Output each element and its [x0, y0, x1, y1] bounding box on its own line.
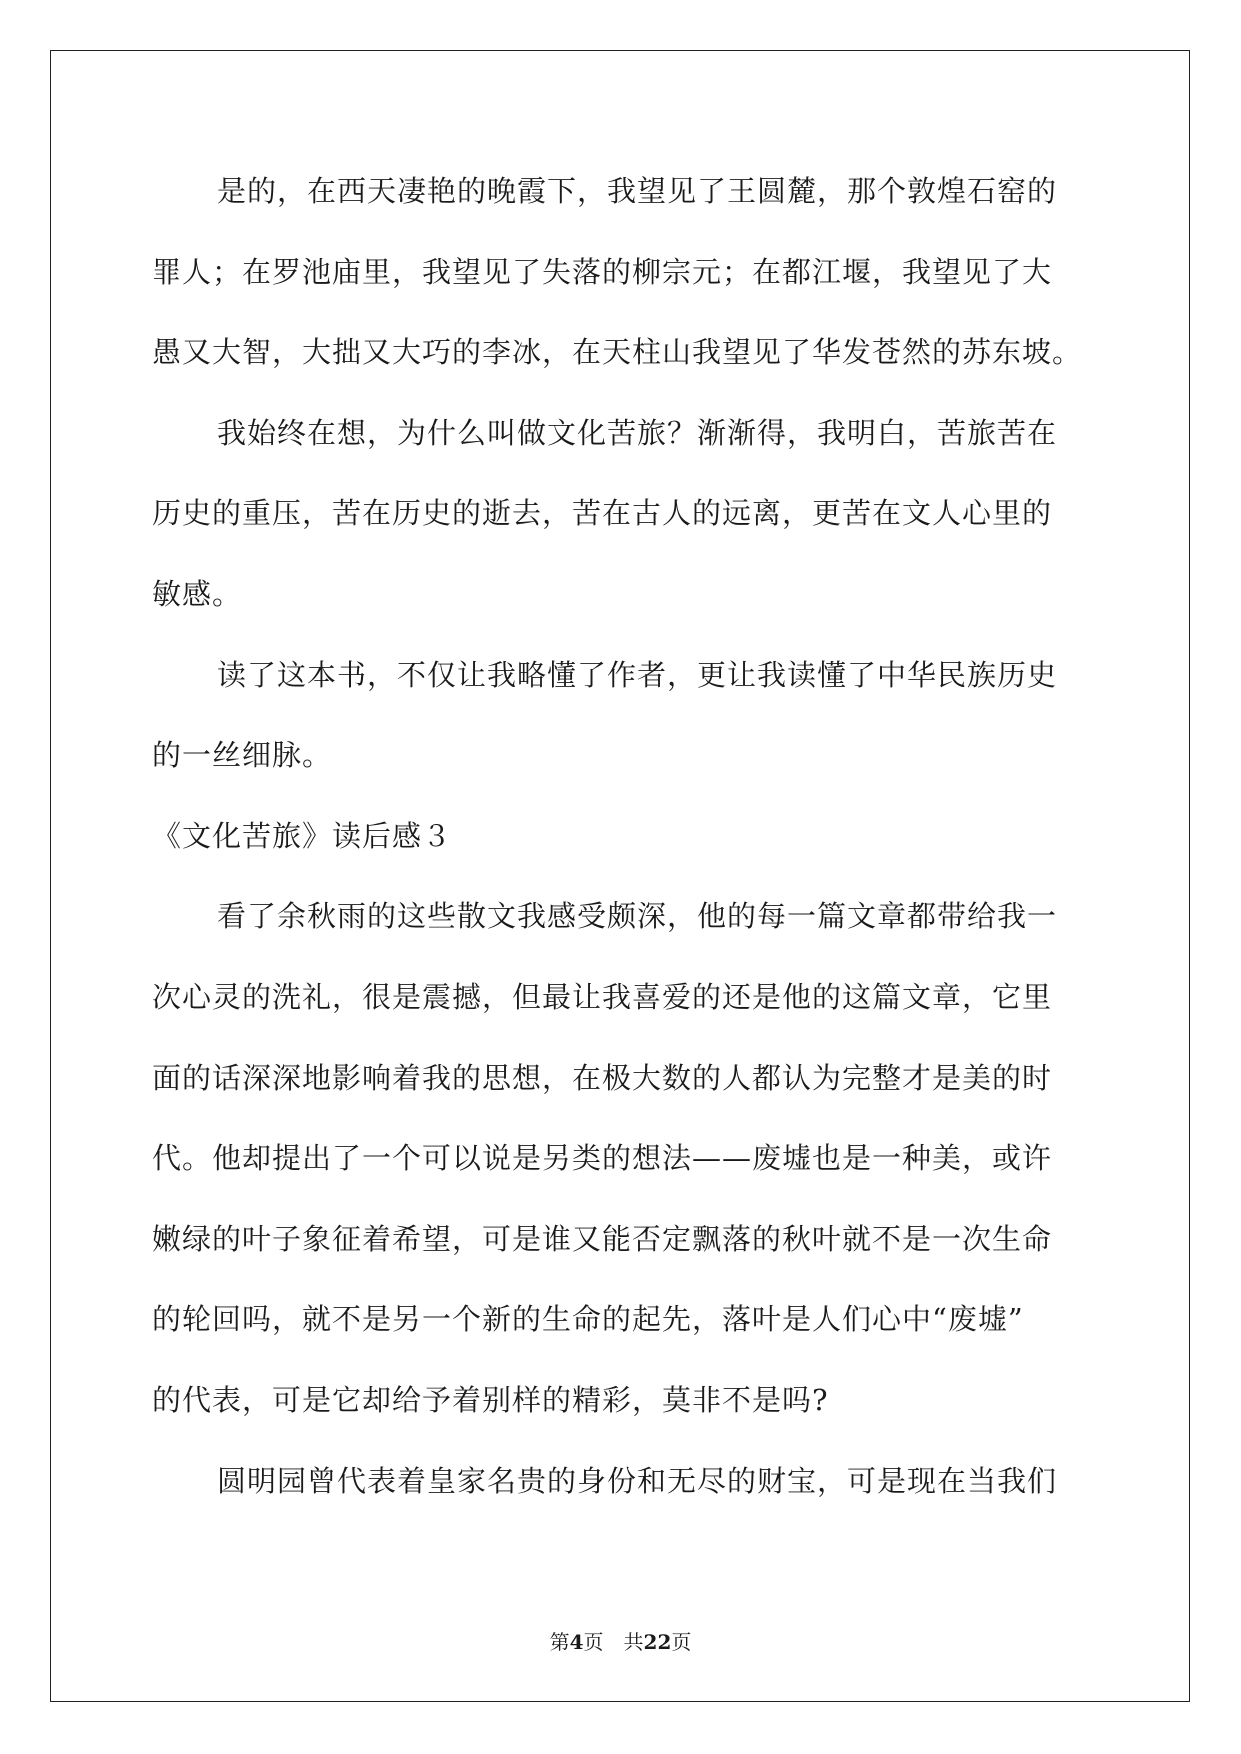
paragraph-line: 历史的重压，苦在历史的逝去，苦在古人的远离，更苦在文人心里的	[152, 496, 1053, 531]
footer-mid: 页 共	[583, 1630, 644, 1654]
paragraph-line: 代。他却提出了一个可以说是另类的想法——废墟也是一种美，或许	[152, 1141, 1053, 1176]
paragraph-line: 愚又大智，大拙又大巧的李冰，在天柱山我望见了华发苍然的苏东坡。	[152, 335, 1083, 370]
paragraph-line: 的一丝细脉。	[152, 738, 333, 773]
paragraph-line: 圆明园曾代表着皇家名贵的身份和无尽的财宝，可是现在当我们	[217, 1463, 1058, 1498]
total-page-count: 22	[643, 1630, 672, 1654]
paragraph-line: 面的话深深地影响着我的思想，在极大数的人都认为完整才是美的时	[152, 1060, 1053, 1095]
page-footer	[0, 1628, 1241, 1656]
footer-prefix: 第	[549, 1630, 570, 1654]
paragraph-line: 敏感。	[152, 576, 243, 611]
paragraph-line: 读了这本书，不仅让我略懂了作者，更让我读懂了中华民族历史	[217, 657, 1058, 692]
paragraph-line: 嫩绿的叶子象征着希望，可是谁又能否定飘落的秋叶就不是一次生命	[152, 1221, 1053, 1256]
paragraph-line: 看了余秋雨的这些散文我感受颇深，他的每一篇文章都带给我一	[217, 899, 1058, 934]
section-heading: 《文化苦旅》读后感３	[152, 818, 453, 853]
paragraph-line: 罪人；在罗池庙里，我望见了失落的柳宗元；在都江堰，我望见了大	[152, 254, 1053, 289]
paragraph-line: 是的，在西天凄艳的晚霞下，我望见了王圆麓，那个敦煌石窑的	[217, 174, 1058, 208]
paragraph-line: 次心灵的洗礼，很是震撼，但最让我喜爱的还是他的这篇文章，它里	[152, 979, 1053, 1014]
footer-suffix: 页	[671, 1630, 692, 1654]
paragraph-line: 我始终在想，为什么叫做文化苦旅？渐渐得，我明白，苦旅苦在	[217, 415, 1058, 450]
current-page-number: 4	[569, 1630, 584, 1654]
document-body	[152, 160, 1082, 1530]
paragraph-line: 的轮回吗，就不是另一个新的生命的起先，落叶是人们心中“废墟”	[152, 1302, 1024, 1337]
paragraph-line: 的代表，可是它却给予着别样的精彩，莫非不是吗?	[152, 1382, 829, 1417]
